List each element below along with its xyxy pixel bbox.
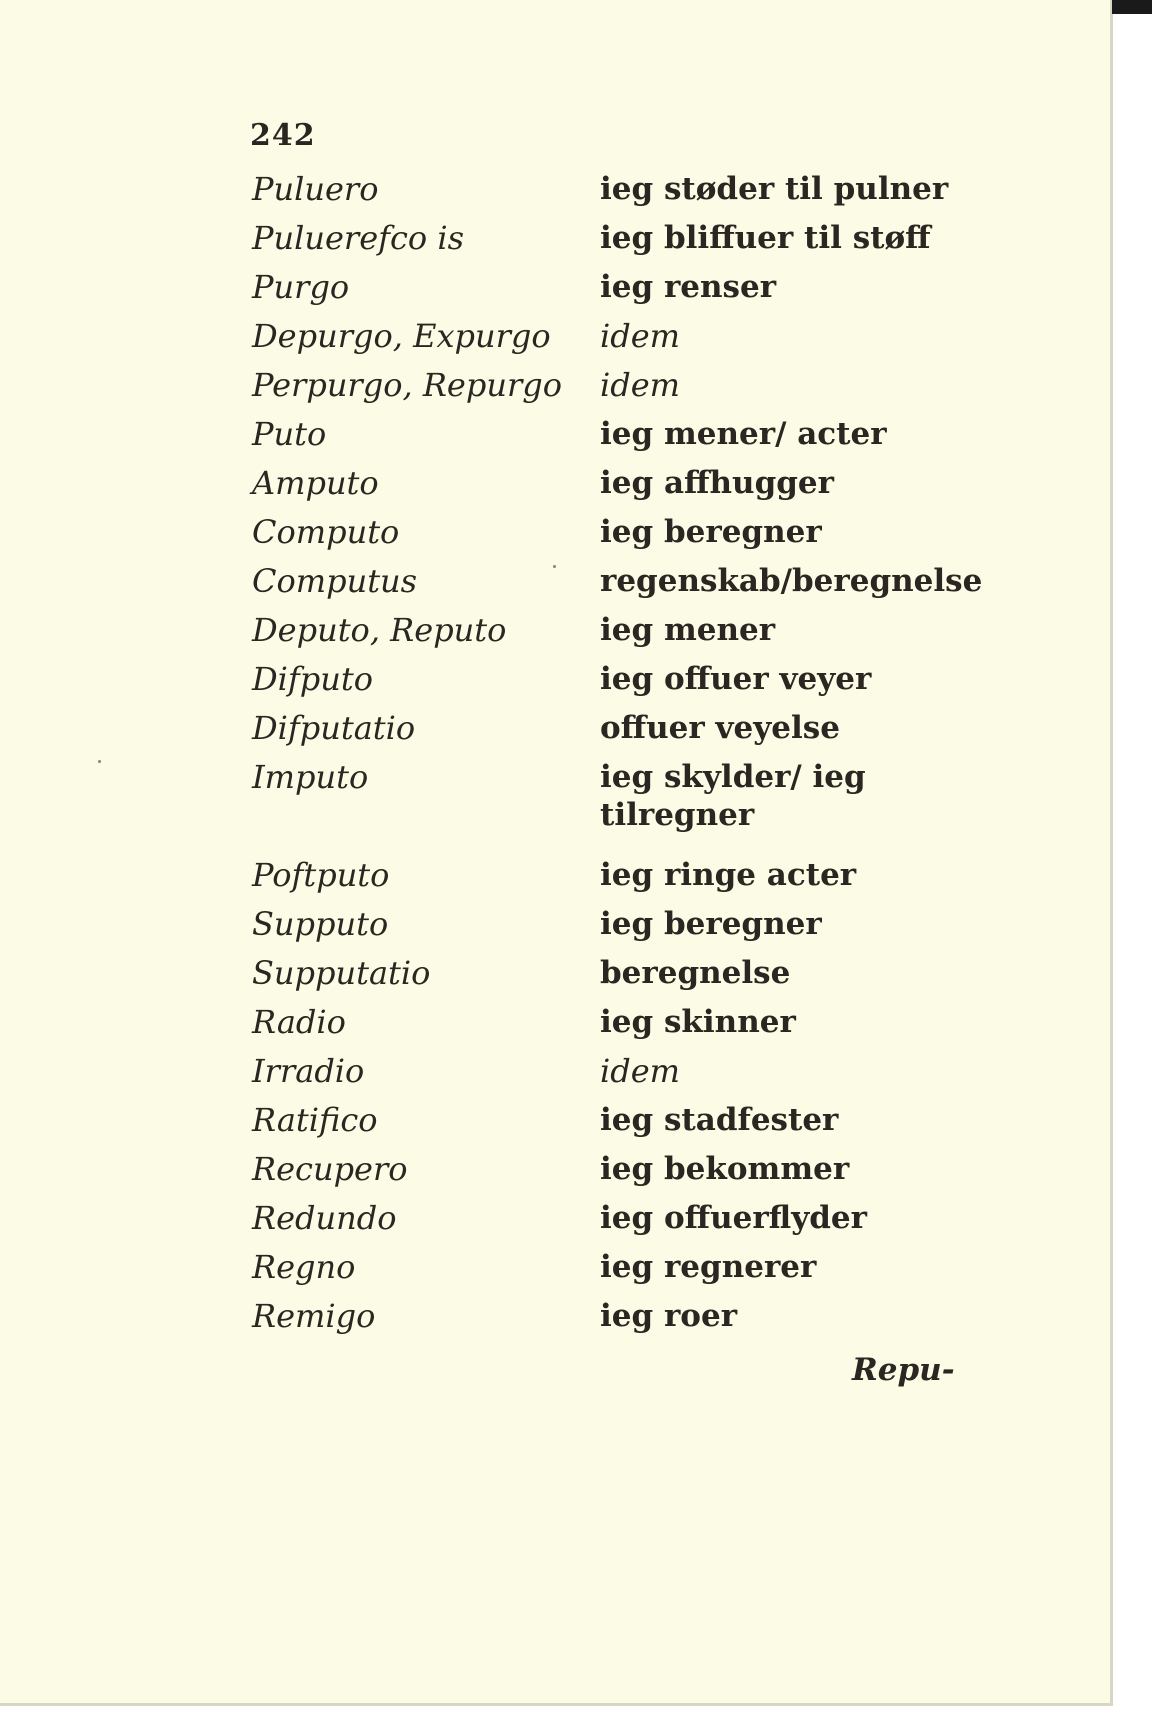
latin-headword: Regno xyxy=(252,1248,356,1286)
dictionary-entry xyxy=(252,562,983,611)
dictionary-entry xyxy=(252,464,972,513)
dictionary-entry xyxy=(252,415,972,464)
dictionary-entry xyxy=(252,1101,972,1150)
danish-gloss: ieg skinner xyxy=(600,1004,796,1040)
danish-gloss: idem xyxy=(600,317,680,355)
latin-headword: Amputo xyxy=(252,464,379,502)
danish-gloss: ieg beregner xyxy=(600,906,822,942)
dictionary-entry xyxy=(252,1297,972,1346)
latin-headword: Redundo xyxy=(252,1199,397,1237)
danish-gloss: ieg mener/ acter xyxy=(600,416,887,452)
latin-headword: Remigo xyxy=(252,1297,376,1335)
dictionary-entry xyxy=(252,905,972,954)
danish-gloss: ieg offuer veyer xyxy=(600,661,872,697)
latin-headword: Supputo xyxy=(252,905,389,943)
dictionary-entry xyxy=(252,366,972,415)
latin-headword: Computo xyxy=(252,513,400,551)
dictionary-entry xyxy=(252,219,972,268)
latin-headword: Irradio xyxy=(252,1052,365,1090)
latin-headword: Imputo xyxy=(252,758,369,796)
danish-gloss: regenskab/beregnelse xyxy=(600,563,983,599)
danish-gloss: ieg beregner xyxy=(600,514,822,550)
paper-edge-bottom xyxy=(0,1703,1113,1706)
dictionary-entry xyxy=(252,660,972,709)
dictionary-entry xyxy=(252,1150,972,1199)
latin-headword: Recupero xyxy=(252,1150,408,1188)
latin-headword: Difputo xyxy=(252,660,373,698)
dictionary-entry xyxy=(252,513,972,562)
danish-gloss: ieg skylder/ ieg tilregner xyxy=(600,759,866,833)
danish-gloss: ieg regnerer xyxy=(600,1249,817,1285)
paper-edge-right xyxy=(1110,0,1113,1703)
scanner-edge-mark xyxy=(1112,0,1152,14)
latin-headword: Puto xyxy=(252,415,327,453)
danish-gloss: ieg bekommer xyxy=(600,1151,850,1187)
latin-headword: Computus xyxy=(252,562,418,600)
latin-headword: Perpurgo, Repurgo xyxy=(252,366,562,404)
danish-gloss: ieg offuerflyder xyxy=(600,1200,867,1236)
dictionary-entry xyxy=(252,1248,972,1297)
danish-gloss: ieg affhugger xyxy=(600,465,834,501)
dictionary-entry xyxy=(252,1199,972,1248)
danish-gloss: ieg støder til pulner xyxy=(600,171,949,207)
dictionary-entry xyxy=(252,611,972,660)
latin-headword: Radio xyxy=(252,1003,346,1041)
dictionary-entry xyxy=(252,856,972,905)
dictionary-entry xyxy=(252,1003,972,1052)
paper-speck xyxy=(98,760,101,763)
catchword: Repu- xyxy=(852,1352,955,1388)
dictionary-entries xyxy=(252,170,983,1346)
dictionary-entry xyxy=(252,268,972,317)
dictionary-entry xyxy=(252,954,972,1003)
dictionary-entry xyxy=(252,1052,972,1101)
dictionary-entry xyxy=(252,709,972,758)
dictionary-entry xyxy=(252,758,972,856)
latin-headword: Deputo, Reputo xyxy=(252,611,507,649)
danish-gloss: ieg roer xyxy=(600,1298,738,1334)
page-number: 242 xyxy=(250,118,316,153)
danish-gloss: ieg stadfester xyxy=(600,1102,839,1138)
danish-gloss: ieg ringe acter xyxy=(600,857,857,893)
danish-gloss: offuer veyelse xyxy=(600,710,840,746)
danish-gloss: idem xyxy=(600,1052,680,1090)
latin-headword: Supputatio xyxy=(252,954,431,992)
dictionary-entry xyxy=(252,170,972,219)
dictionary-entry xyxy=(252,317,972,366)
latin-headword: Puluerefco is xyxy=(252,219,465,257)
danish-gloss: ieg mener xyxy=(600,612,776,648)
latin-headword: Difputatio xyxy=(252,709,416,747)
latin-headword: Purgo xyxy=(252,268,350,306)
danish-gloss: beregnelse xyxy=(600,955,791,991)
danish-gloss: ieg bliffuer til støff xyxy=(600,220,931,256)
danish-gloss: idem xyxy=(600,366,680,404)
latin-headword: Poftputo xyxy=(252,856,390,894)
latin-headword: Depurgo, Expurgo xyxy=(252,317,551,355)
danish-gloss: ieg renser xyxy=(600,269,777,305)
latin-headword: Ratifico xyxy=(252,1101,378,1139)
latin-headword: Puluero xyxy=(252,170,379,208)
